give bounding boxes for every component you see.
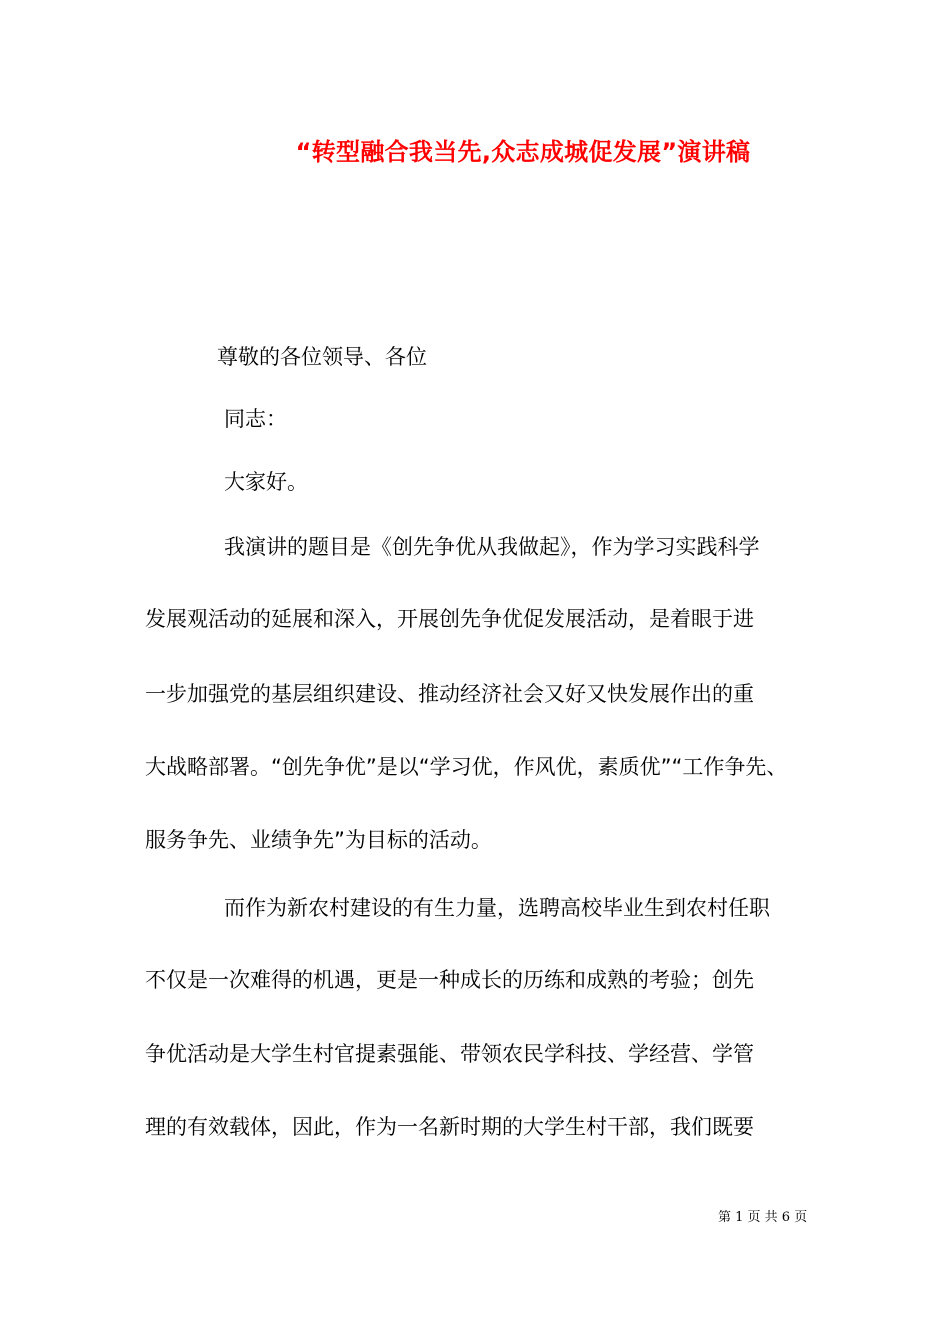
paragraph-line: 发展观活动的延展和深入，开展创先争优促发展活动，是着眼于进 <box>145 607 754 631</box>
paragraph-line: 服务争先、业绩争先”为目标的活动。 <box>145 828 492 852</box>
paragraph-line: 不仅是一次难得的机遇，更是一种成长的历练和成熟的考验；创先 <box>145 968 754 992</box>
paragraph-line: 大战略部署。“创先争优”是以“学习优，作风优，素质优”“工作争先、 <box>145 755 788 779</box>
greeting-line: 大家好。 <box>224 470 308 494</box>
paragraph-line: 而作为新农村建设的有生力量，选聘高校毕业生到农村任职 <box>224 896 770 920</box>
paragraph-line: 我演讲的题目是《创先争优从我做起》，作为学习实践科学 <box>224 535 760 559</box>
page-number-footer: 第 1 页 共 6 页 <box>718 1210 808 1225</box>
paragraph-line: 争优活动是大学生村官提素强能、带领农民学科技、学经营、学管 <box>145 1042 754 1066</box>
document-title: “转型融合我当先,众志成城促发展”演讲稿 <box>295 138 751 166</box>
paragraph-line: 理的有效载体，因此，作为一名新时期的大学生村干部，我们既要 <box>145 1115 754 1139</box>
paragraph-line: 一步加强党的基层组织建设、推动经济社会又好又快发展作出的重 <box>145 682 754 706</box>
salutation-line-1: 尊敬的各位领导、各位 <box>217 345 427 369</box>
salutation-line-2: 同志： <box>224 407 287 431</box>
